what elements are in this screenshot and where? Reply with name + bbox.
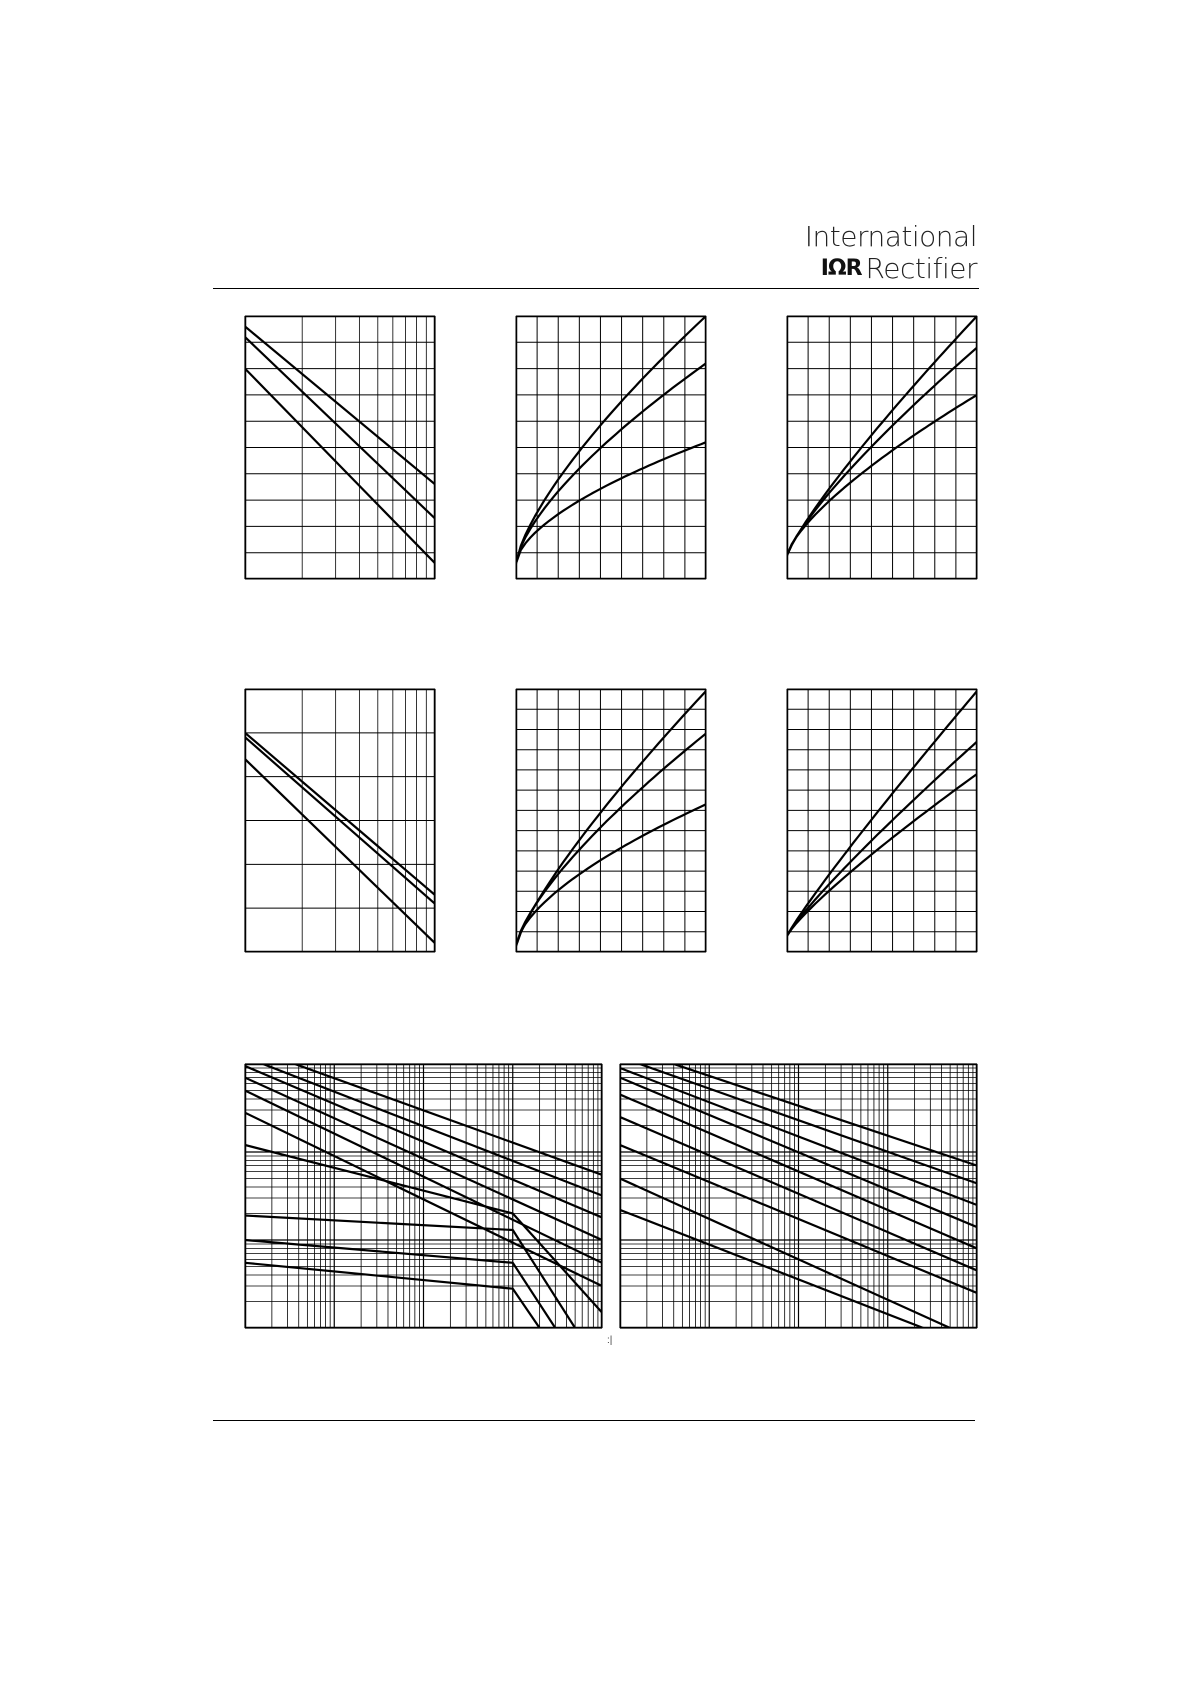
plot-frame: [788, 690, 977, 952]
series-line-3: [245, 369, 435, 564]
series-line-1: [245, 327, 435, 485]
chart-grid: [516, 316, 706, 579]
chart-grid: [516, 689, 706, 952]
chart-fig6: [787, 689, 977, 952]
company-name-line2: Rectifier: [865, 252, 977, 285]
plot-frame: [517, 690, 706, 952]
chart-fig7: [245, 1064, 602, 1328]
series-line-10: [245, 1263, 540, 1328]
chart-fig5: [516, 689, 706, 952]
series-line-2: [245, 337, 435, 519]
chart-grid: [245, 1064, 602, 1328]
chart-fig8: [620, 1064, 977, 1328]
series-line-1: [245, 733, 435, 895]
chart-fig2: [516, 316, 706, 579]
series-line-3: [516, 804, 706, 946]
header-rule: [213, 288, 979, 289]
company-name-line1: International: [804, 220, 977, 253]
chart-fig1: [245, 316, 435, 579]
company-brand: [805, 222, 977, 285]
series-line-3: [787, 395, 977, 555]
series-line-3: [245, 759, 435, 943]
company-name-line2-row: [805, 252, 977, 285]
chart-grid: [787, 689, 977, 952]
series-line-2: [516, 734, 706, 946]
page-mark: :|: [607, 1335, 613, 1346]
chart-grid: [787, 316, 977, 579]
series-line-2: [787, 348, 977, 556]
chart-fig4: [245, 689, 435, 952]
series-line-3: [516, 442, 706, 563]
chart-fig3: [787, 316, 977, 579]
footer-rule: [213, 1420, 975, 1421]
chart-grid: [245, 316, 435, 579]
series-line-2: [787, 742, 977, 936]
series-line-2: [516, 363, 706, 563]
chart-grid: [620, 1064, 977, 1328]
ior-logo: IΩR: [820, 256, 862, 281]
